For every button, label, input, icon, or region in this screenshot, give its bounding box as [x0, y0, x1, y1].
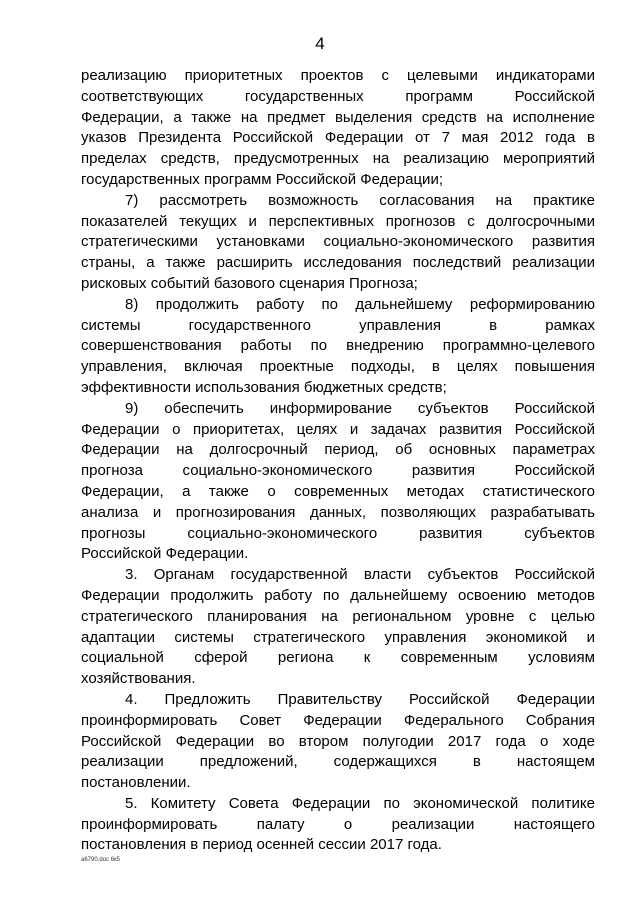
text-line: пределах средств, предусмотренных на реализацию мероприятий	[81, 150, 595, 168]
text-line: эффективности использования бюджетных средств;	[81, 378, 447, 396]
text-line: Федерации о приоритетах, целях и задачах развития Российской	[81, 420, 595, 438]
document-body	[81, 66, 595, 856]
text-line: реализации предложений, содержащихся в настоящем	[81, 753, 595, 771]
text-line: управления, включая проектные подходы, в целях повышения	[81, 358, 595, 376]
text-line: совершенствования работы по внедрению программно-целевого	[81, 337, 595, 355]
text-line: 8) продолжить работу по дальнейшему реформированию	[125, 295, 595, 313]
text-line: 5. Комитету Совета Федерации по экономической политике	[125, 794, 595, 812]
text-line: стратегическими установками социально-экономического развития	[81, 233, 595, 251]
paragraph-item-7	[81, 191, 595, 295]
paragraph-item-9	[81, 399, 595, 565]
text-line: постановлении.	[81, 774, 191, 792]
text-line: проинформировать палату о реализации настоящего	[81, 815, 595, 833]
paragraph-section-3	[81, 565, 595, 690]
text-line: Федерации на долгосрочный период, об основных параметрах	[81, 441, 595, 459]
text-line: постановления в период осенней сессии 2017 года.	[81, 836, 442, 854]
text-line: государственных программ Российской Федерации;	[81, 170, 443, 188]
text-line: показателей текущих и перспективных прогнозов с долгосрочными	[81, 212, 595, 230]
text-line: хозяйствования.	[81, 670, 196, 688]
text-line: реализацию приоритетных проектов с целевыми индикаторами	[81, 67, 595, 84]
text-line: прогноза социально-экономического развития Российской	[81, 462, 595, 480]
text-line: 4. Предложить Правительству Российской Федерации	[125, 690, 595, 708]
text-line: анализа и прогнозирования данных, позволяющих разрабатывать	[81, 503, 595, 521]
paragraph-section-5	[81, 794, 595, 856]
text-line: Российской Федерации.	[81, 545, 249, 563]
text-line: стратегического планирования на региональном уровне с целью	[81, 607, 595, 625]
page-number: 4	[315, 34, 325, 53]
text-line: соответствующих государственных программ Российской	[81, 87, 595, 105]
text-line: Российской Федерации во втором полугодии 2017 года о ходе	[81, 732, 595, 750]
text-line: прогнозы социально-экономического развития субъектов	[81, 524, 595, 542]
paragraph-section-4	[81, 690, 595, 794]
text-line: 7) рассмотреть возможность согласования на практике	[125, 191, 595, 209]
text-line: Федерации, а также на предмет выделения средств на исполнение	[81, 108, 595, 126]
text-line: 9) обеспечить информирование субъектов Российской	[125, 399, 595, 417]
text-line: рисковых событий базового сценария Прогноза;	[81, 274, 418, 292]
text-line: системы государственного управления в рамках	[81, 316, 595, 334]
paragraph-item-8	[81, 295, 595, 399]
text-line: страны, а также расширить исследования последствий реализации	[81, 254, 595, 272]
text-line: проинформировать Совет Федерации Федерального Собрания	[81, 711, 595, 729]
text-line: Федерации, а также о современных методах статистического	[81, 482, 595, 500]
text-line: социальной сферой региона к современным условиям	[81, 649, 595, 667]
text-line: указов Президента Российской Федерации от 7 мая 2012 года в	[81, 129, 595, 147]
text-line: адаптации системы стратегического управления экономикой и	[81, 628, 595, 646]
text-line: Федерации продолжить работу по дальнейшему освоению методов	[81, 586, 595, 604]
paragraph-1	[81, 66, 595, 191]
file-reference-footer: a6790.doc 6к5	[81, 857, 120, 863]
text-line: 3. Органам государственной власти субъектов Российской	[125, 566, 595, 584]
